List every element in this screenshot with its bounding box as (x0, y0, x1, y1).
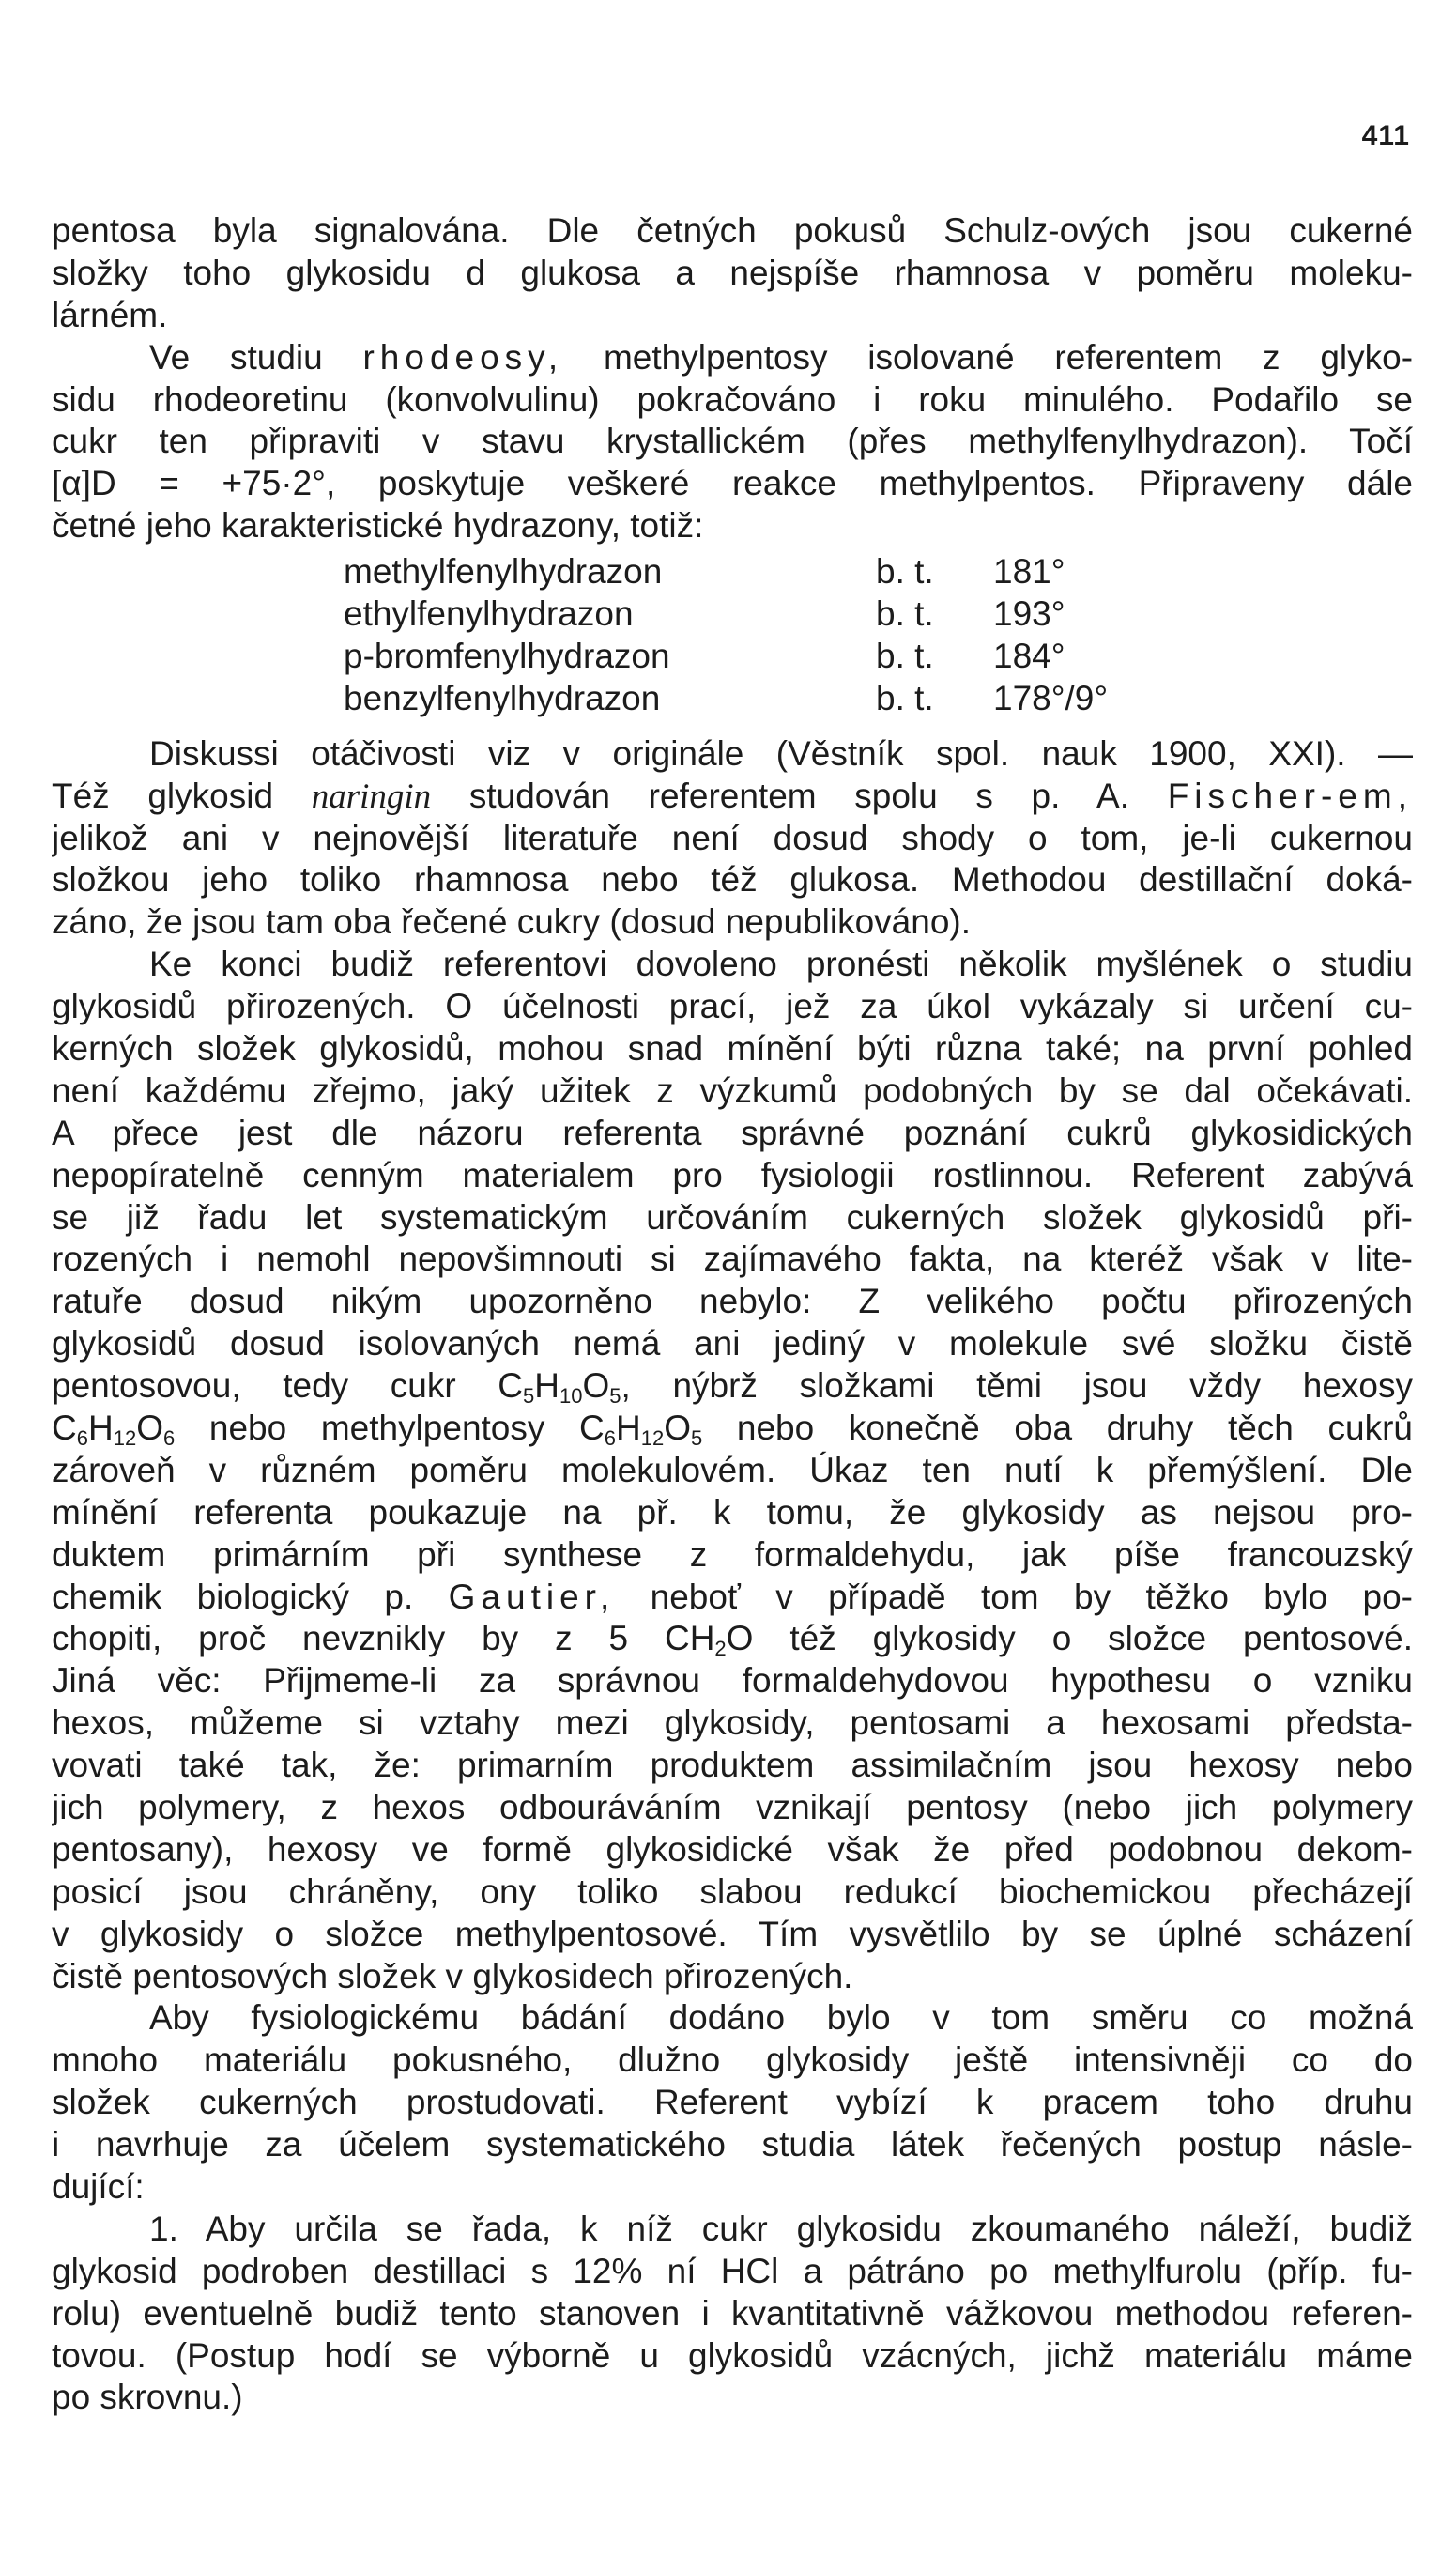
text-line: Též glykosid naringin studován referentem spolu s p. A. Fischer-em, (52, 776, 1413, 816)
text-line: mnoho materiálu pokusného, dlužno glykosidy ještě intensivněji co do (52, 2041, 1413, 2080)
page-number: 411 (1361, 120, 1410, 151)
hydrazone-name: p-bromfenylhydrazon (344, 636, 670, 675)
hydrazone-value: 193° (993, 594, 1065, 634)
spaced-term-gautier: Gautier, (448, 1577, 616, 1616)
text-line: sidu rhodeoretinu (konvolvulinu) pokračováno i roku minulého. Podařilo se (52, 379, 1413, 419)
text-line: Jiná věc: Přijmeme-li za správnou formaldehydovou hypothesu o vzniku (52, 1661, 1413, 1701)
text-line: ratuře dosud nikým upozorněno nebylo: Z velikého počtu přirozených (52, 1282, 1413, 1321)
text-line: četné jeho karakteristické hydrazony, totiž: (52, 506, 704, 546)
text-line: mínění referenta poukazuje na př. k tomu, že glykosidy as nejsou pro- (52, 1492, 1413, 1532)
text-line: glykosid podroben destillaci s 12% ní HCl a pátráno po methylfurolu (příp. fu- (52, 2251, 1413, 2290)
text-line: duktem primárním při synthese z formaldehydu, jak píše francouzský (52, 1534, 1413, 1574)
text-line: glykosidů přirozených. O účelnosti prací, jež za úkol vykázaly si určení cu- (52, 987, 1413, 1026)
hydrazone-table (52, 551, 1181, 720)
text-line: lárném. (52, 295, 168, 334)
table-row (52, 636, 1181, 678)
text-line: v glykosidy o složce methylpentosové. Tím vysvětlilo by se úplné scházení (52, 1914, 1413, 1953)
text-line: posicí jsou chráněny, ony toliko slabou redukcí biochemickou přecházejí (52, 1871, 1413, 1911)
text-line: chemik biologický p. Gautier, neboť v případě tom by těžko bylo po- (52, 1577, 1413, 1616)
hydrazone-label: b. t. (876, 594, 934, 634)
text-line: $C_6H_{12}O_6$ nebo methylpentosy $C_6H_{12}O_5$ nebo konečně oba druhy těch cukrů (52, 1409, 1413, 1450)
text-line: pentosovou, tedy cukr $C_5H_{10}O_5$, nýbrž složkami těmi jsou vždy hexosy (52, 1366, 1413, 1408)
text-line: jich polymery, z hexos odbouráváním vznikají pentosy (nebo jich polymery (52, 1788, 1413, 1827)
hydrazone-name: ethylfenylhydrazon (344, 594, 634, 634)
formula-c5h10o5: $C_5H_{10}O_5$ (498, 1366, 621, 1408)
text-line: vovati také tak, že: primarním produktem assimilačním jsou hexosy nebo (52, 1746, 1413, 1785)
formula-ch2o: $CH_2O$ (664, 1619, 754, 1661)
text-line: tovou. (Postup hodí se výborně u glykosidů vzácných, jichž materiálu máme (52, 2335, 1413, 2375)
text-line: glykosidů dosud isolovaných nemá ani jediný v molekule své složku čistě (52, 1324, 1413, 1363)
hydrazone-label: b. t. (876, 678, 934, 717)
italic-term-naringin: naringin (311, 777, 432, 816)
text-line: chopiti, proč nevznikly by z 5 $CH_2O$ též glykosidy o složce pentosové. (52, 1619, 1413, 1661)
text-line: záno, že jsou tam oba řečené cukry (dosud nepublikováno). (52, 902, 972, 942)
text-line: čistě pentosových složek v glykosidech přirozených. (52, 1956, 853, 1995)
text-line: i navrhuje za účelem systematického studia látek řečených postup násle- (52, 2125, 1413, 2164)
text-line: rolu) eventuelně budiž tento stanoven i kvantitativně vážkovou methodou referen- (52, 2293, 1413, 2333)
hydrazone-name: benzylfenylhydrazon (344, 678, 661, 717)
table-row (52, 593, 1181, 636)
body-text (52, 210, 1413, 2419)
text-line: Diskussi otáčivosti viz v originále (Věstník spol. nauk 1900, XXI). — (149, 733, 1413, 773)
text-line: Aby fysiologickému bádání dodáno bylo v tom směru co možná (149, 1998, 1413, 2038)
text-line: Ke konci budiž referentovi dovoleno pronésti několik myšlének o studiu (149, 945, 1413, 984)
table-row (52, 678, 1181, 720)
hydrazone-value: 181° (993, 552, 1065, 592)
text-line: A přece jest dle názoru referenta správné poznání cukrů glykosidických (52, 1113, 1413, 1152)
text-line: hexos, můžeme si vztahy mezi glykosidy, pentosami a hexosami předsta- (52, 1703, 1413, 1743)
text-line: nepopíratelně cenným materialem pro fysiologii rostlinnou. Referent zabývá (52, 1155, 1413, 1194)
text-line: [α]D = +75·2°, poskytuje veškeré reakce methylpentos. Připraveny dále (52, 464, 1413, 503)
formula-c6h12o5: $C_6H_{12}O_5$ (579, 1409, 703, 1450)
text-line: dující: (52, 2167, 145, 2207)
spaced-term-rhodeosy: rhodeosy, (362, 337, 564, 377)
hydrazone-label: b. t. (876, 552, 934, 592)
text-line: po skrovnu.) (52, 2378, 243, 2417)
hydrazone-value: 178°/9° (993, 678, 1109, 717)
text-line: rozených i nemohl nepovšimnouti si zajímavého fakta, na kteréž však v lite- (52, 1240, 1413, 1279)
hydrazone-label: b. t. (876, 636, 934, 675)
text-line: složkou jeho toliko rhamnosa nebo též glukosa. Methodou destillační doká- (52, 860, 1413, 900)
formula-c6h12o6: $C_6H_{12}O_6$ (52, 1409, 176, 1450)
text-line: pentosany), hexosy ve formě glykosidické však že před podobnou dekom- (52, 1829, 1413, 1869)
text-line: pentosa byla signalována. Dle četných pokusů Schulz-ových jsou cukerné (52, 211, 1413, 250)
text-line: kerných složek glykosidů, mohou snad mínění býti různa také; na první pohled (52, 1028, 1413, 1068)
text-line: složek cukerných prostudovati. Referent vybízí k pracem toho druhu (52, 2083, 1413, 2122)
table-row (52, 551, 1181, 593)
text-line: 1. Aby určila se řada, k níž cukr glykosidu zkoumaného náleží, budiž (149, 2209, 1413, 2248)
text-line: složky toho glykosidu d glukosa a nejspíše rhamnosa v poměru moleku- (52, 253, 1413, 292)
text-line: cukr ten připraviti v stavu krystallickém (přes methylfenylhydrazon). Točí (52, 422, 1413, 461)
text-line: Ve studiu rhodeosy, methylpentosy isolované referentem z glyko- (149, 337, 1413, 377)
text-line: zároveň v různém poměru molekulovém. Úkaz ten nutí k přemýšlení. Dle (52, 1450, 1413, 1489)
text-line: se již řadu let systematickým určováním cukerných složek glykosidů při- (52, 1197, 1413, 1237)
hydrazone-value: 184° (993, 636, 1065, 675)
hydrazone-name: methylfenylhydrazon (344, 552, 663, 592)
text-line: není každému zřejmo, jaký užitek z výzkumů podobných by se dal očekávati. (52, 1070, 1413, 1110)
spaced-term-fischer: Fischer-em, (1167, 776, 1413, 815)
text-line: jelikož ani v nejnovější literatuře není dosud shody o tom, je-li cukernou (52, 818, 1413, 857)
